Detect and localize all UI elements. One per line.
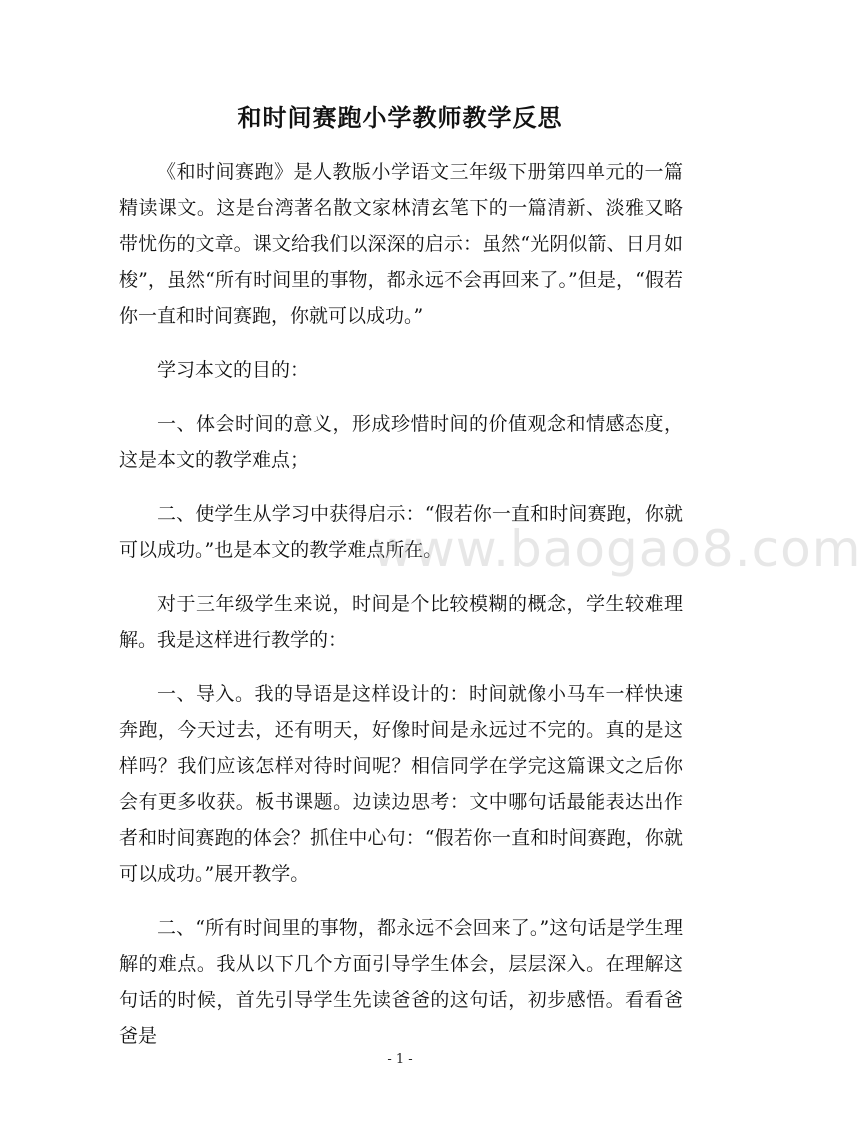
paragraph-teaching-approach: 对于三年级学生来说，时间是个比较模糊的概念，学生较难理解。我是这样进行教学的： [119,593,683,651]
paragraph-goals-heading: 学习本文的目的： [157,359,310,381]
page-number: - 1 - [387,1052,413,1067]
document-body [119,154,683,1072]
paragraph-intro: 《和时间赛跑》是人教版小学语文三年级下册第四单元的一篇精读课文。这是台湾著名散文家林清玄笔下的一篇清新、淡雅又略带忧伤的文章。课文给我们以深深的启示：虽然“光阴似箭、日月如梭”，虽然“所有时间里的事物，都永远不会再回来了。”但是，“假若你一直和时间赛跑，你就可以成功。” [119,161,683,327]
paragraph-introduction-step: 一、导入。我的导语是这样设计的：时间就像小马车一样快速奔跑，今天过去，还有明天，好像时间是永远过不完的。真的是这样吗？我们应该怎样对待时间呢？相信同学在学完这篇课文之后你会有更多收获。板书课题。边读边思考：文中哪句话最能表达出作者和时间赛跑的体会？抓住中心句：“假若你一直和时间赛跑，你就可以成功。”展开教学。 [119,683,683,885]
watermark-text: www.baogao8.com [372,520,861,578]
document-title: 和时间赛跑小学教师教学反思 [237,103,563,132]
paragraph-goal-two: 二、使学生从学习中获得启示：“假若你一直和时间赛跑，你就可以成功。”也是本文的教学难点所在。 [119,503,683,561]
paragraph-goal-one: 一、体会时间的意义，形成珍惜时间的价值观念和情感态度，这是本文的教学难点； [119,413,683,471]
paragraph-second-step: 二、“所有时间里的事物，都永远不会回来了。”这句话是学生理解的难点。我从以下几个方面引导学生体会，层层深入。在理解这句话的时候，首先引导学生先读爸爸的这句话，初步感悟。看看爸爸是 [119,917,683,1047]
